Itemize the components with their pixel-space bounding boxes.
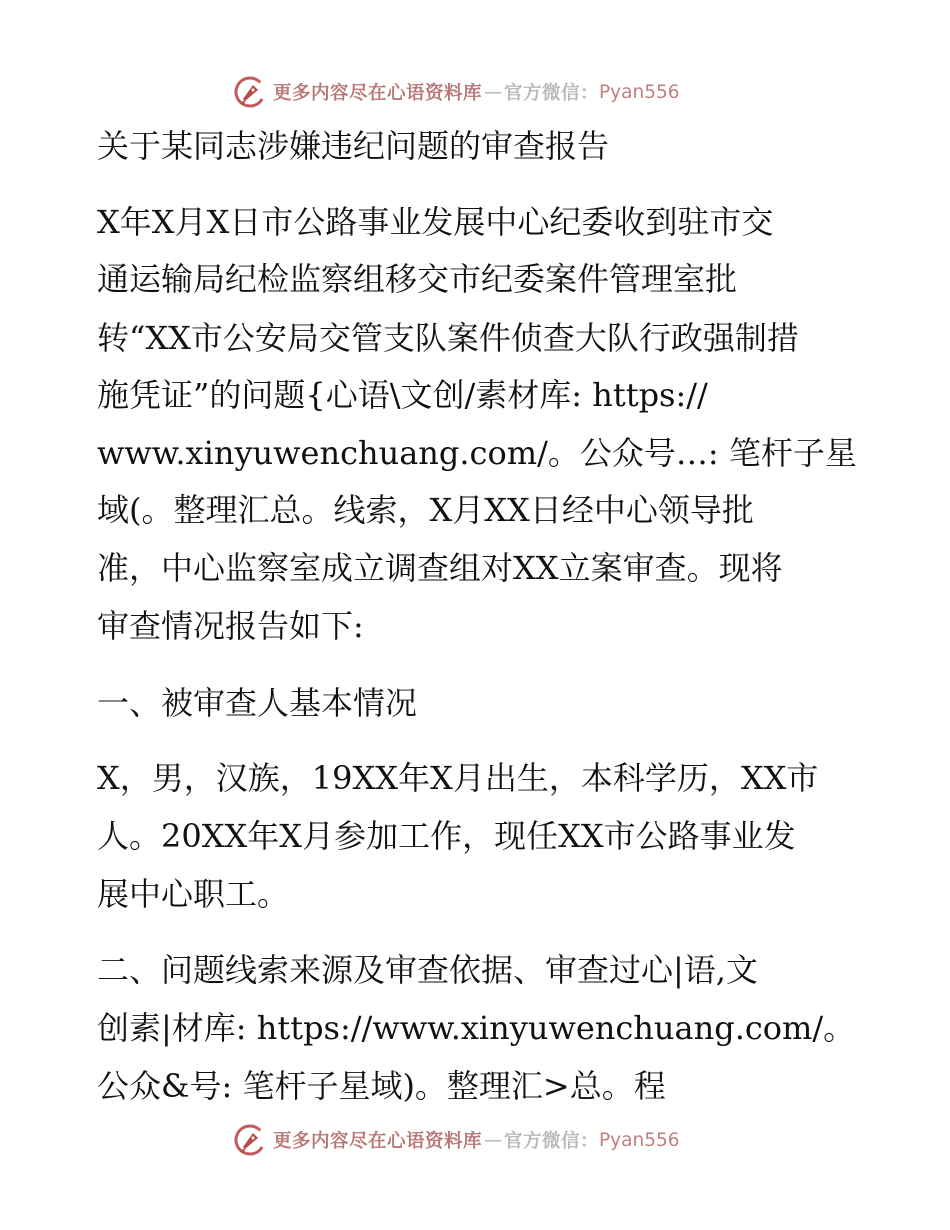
- banner-wechat-label: 官方微信：: [504, 83, 600, 104]
- footer-banner: [233, 1120, 680, 1160]
- banner-text: 更多内容尽在心语资料库: [273, 83, 483, 104]
- paragraph-line: 准，中心监察室成立调查组对XX立案审查。现将: [97, 549, 783, 587]
- paragraph-line: 转“XX市公安局交管支队案件侦查大队行政强制措: [97, 319, 799, 357]
- pen-nib-logo-icon: [233, 1123, 267, 1157]
- paragraph-line: 通运输局纪检监察组移交市纪委案件管理室批: [97, 260, 738, 298]
- paragraph-line: www.xinyuwenchuang.com/。公众号…: 笔杆子星: [97, 434, 857, 472]
- paragraph-line: 人。20XX年X月参加工作，现任XX市公路事业发: [97, 817, 796, 855]
- document-title: 关于某同志涉嫌违纪问题的审查报告: [97, 127, 610, 165]
- header-banner: [233, 72, 680, 112]
- banner-wechat-id: Pyan556: [599, 1129, 680, 1151]
- section-heading: 一、被审查人基本情况: [97, 684, 418, 722]
- paragraph-line: X，男，汉族，19XX年X月出生，本科学历，XX市: [97, 759, 819, 797]
- paragraph-line: 域(。整理汇总。线索，X月XX日经中心领导批: [97, 491, 754, 529]
- paragraph-line: X年X月X日市公路事业发展中心纪委收到驻市交: [97, 203, 774, 241]
- banner-wechat-id: Pyan556: [599, 81, 680, 103]
- banner-dash: —: [484, 1129, 503, 1151]
- banner-wechat-label: 官方微信：: [504, 1131, 600, 1152]
- banner-dash: —: [484, 81, 503, 103]
- pen-nib-logo-icon: [233, 75, 267, 109]
- banner-text: 更多内容尽在心语资料库: [273, 1131, 483, 1152]
- paragraph-line: 二、问题线索来源及审查依据、审查过心|语,文: [97, 951, 758, 989]
- paragraph-line: 施凭证”的问题{心语\文创/素材库: https://: [97, 376, 708, 414]
- paragraph-line: 创素|材库: https://www.xinyuwenchuang.com/。: [97, 1009, 856, 1047]
- paragraph-line: 展中心职工。: [97, 875, 290, 913]
- paragraph-line: 公众&号: 笔杆子星域)。整理汇>总。程: [97, 1067, 666, 1105]
- paragraph-line: 审查情况报告如下:: [97, 607, 364, 645]
